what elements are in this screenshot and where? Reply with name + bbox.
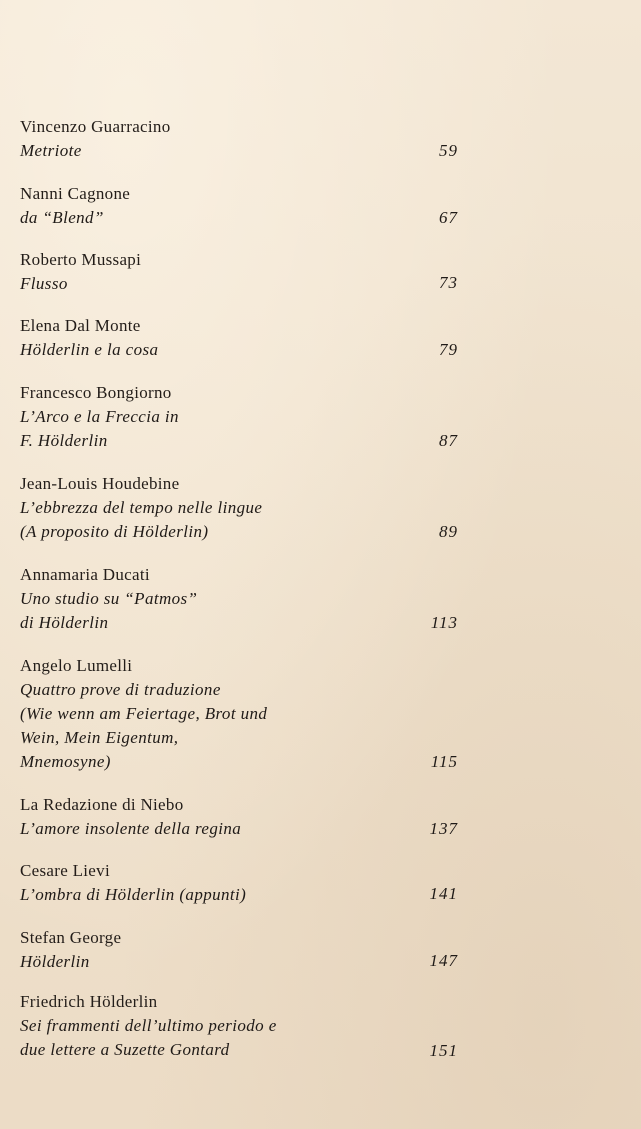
entry-title: Mnemosyne) [20,752,111,771]
toc-entry [20,381,460,453]
entry-page-number: 73 [439,273,458,292]
entry-title: Wein, Mein Eigentum, [20,728,179,747]
entry-author: Nanni Cagnone [20,184,131,203]
entry-page-number: 115 [430,752,458,771]
entry-title: di Hölderlin [20,613,109,632]
toc-entry [20,654,460,774]
entry-title: F. Hölderlin [20,431,108,450]
toc-entry [20,115,460,163]
entry-title: Metriote [20,141,82,160]
entry-author: Roberto Mussapi [20,250,142,269]
entry-title: Uno studio su “Patmos” [20,589,198,608]
entry-page-number: 137 [429,819,458,838]
entry-title: L’ebbrezza del tempo nelle lingue [20,498,263,517]
entry-title: L’amore insolente della regina [20,819,242,838]
toc-entry [20,926,460,974]
toc-entry [20,859,460,907]
entry-page-number: 67 [439,208,458,227]
entry-page-number: 87 [439,431,458,450]
entry-author: La Redazione di Niebo [20,795,184,814]
entry-author: Cesare Lievi [20,861,110,880]
entry-title: due lettere a Suzette Gontard [20,1040,230,1059]
toc-entry [20,793,460,841]
entry-author: Friedrich Hölderlin [20,992,158,1011]
entry-title: Hölderlin [20,952,90,971]
entry-author: Jean-Louis Houdebine [20,474,180,493]
toc-entry [20,248,460,296]
entry-title: L’ombra di Hölderlin (appunti) [20,885,247,904]
entry-author: Annamaria Ducati [20,565,150,584]
entry-title: (A proposito di Hölderlin) [20,522,209,541]
entry-title: L’Arco e la Freccia in [20,407,179,426]
toc-entry [20,314,460,362]
entry-author: Elena Dal Monte [20,316,141,335]
entry-page-number: 89 [439,522,458,541]
entry-page-number: 147 [429,951,458,970]
entry-title: Sei frammenti dell’ultimo periodo e [20,1016,277,1035]
entry-title: (Wie wenn am Feiertage, Brot und [20,704,268,723]
entry-author: Angelo Lumelli [20,656,133,675]
entry-title: da “Blend” [20,208,104,227]
entry-page-number: 151 [429,1041,458,1060]
entry-page-number: 141 [429,884,458,903]
entry-author: Francesco Bongiorno [20,383,172,402]
entry-page-number: 79 [439,340,458,359]
entry-title: Quattro prove di traduzione [20,680,221,699]
entry-page-number: 59 [439,141,458,160]
entry-title: Flusso [20,274,68,293]
entry-author: Vincenzo Guarracino [20,117,171,136]
entry-title: Hölderlin e la cosa [20,340,159,359]
toc-entry [20,472,460,544]
toc-entry [20,182,460,230]
entry-author: Stefan George [20,928,122,947]
toc-entry [20,990,460,1062]
toc-entry [20,563,460,635]
entry-page-number: 113 [430,613,458,632]
